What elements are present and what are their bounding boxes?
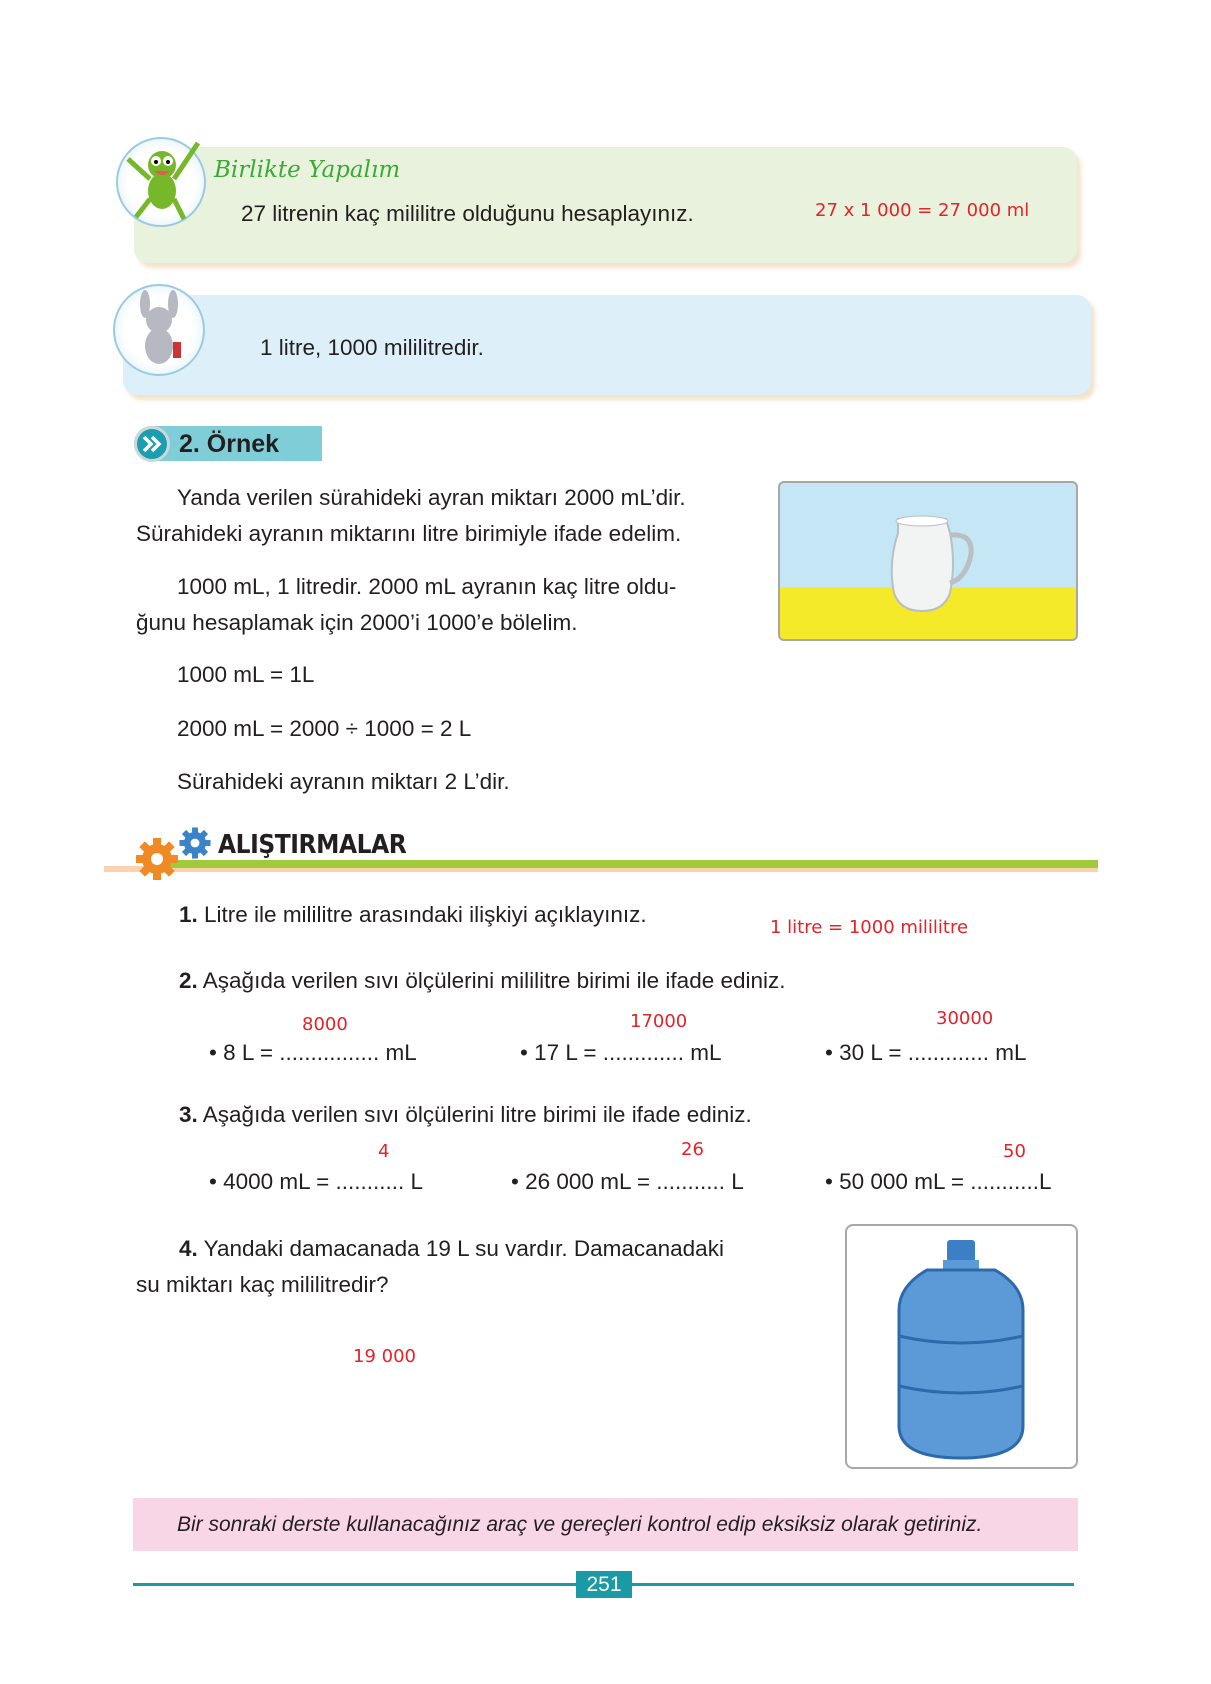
question-4-line2: su miktarı kaç mililitredir? (136, 1272, 389, 1297)
exercises-title: ALIŞTIRMALAR (218, 830, 407, 860)
gear-blue-icon (178, 826, 212, 860)
fill-answer: 17000 (630, 1011, 688, 1032)
question-text: Litre ile mililitre arasındaki ilişkiyi açıklayınız. (204, 902, 647, 927)
fill-answer: 30000 (936, 1008, 994, 1029)
together-question: 27 litrenin kaç mililitre olduğunu hesaplayınız. (241, 201, 694, 226)
example-line: 2000 mL = 2000 ÷ 1000 = 2 L (177, 716, 472, 741)
question-4 (179, 1236, 724, 1262)
question-2 (179, 968, 786, 994)
gear-orange-icon (134, 836, 180, 882)
answer-1: 1 litre = 1000 mililitre (770, 917, 969, 938)
fill-item: • 4000 mL = ........... L (209, 1169, 424, 1194)
fill-answer: 50 (1003, 1141, 1026, 1162)
together-answer: 27 x 1 000 = 27 000 ml (815, 200, 1030, 221)
frog-mascot-icon (116, 137, 206, 227)
fill-answer: 4 (378, 1141, 390, 1162)
question-number: 4. (179, 1236, 198, 1261)
question-number: 3. (179, 1102, 198, 1127)
fill-item: • 17 L = ............. mL (520, 1040, 722, 1065)
question-text: Yandaki damacanada 19 L su vardır. Damacanadaki (203, 1236, 724, 1261)
example-label: 2. Örnek (179, 430, 280, 458)
page-number: 251 (576, 1571, 632, 1598)
question-text: Aşağıda verilen sıvı ölçülerini litre birimi ile ifade ediniz. (202, 1102, 752, 1127)
fill-item: • 50 000 mL = ...........L (825, 1169, 1052, 1194)
note-text: Bir sonraki derste kullanacağınız araç ve gereçleri kontrol edip eksiksiz olarak getiriniz. (177, 1513, 983, 1536)
example-line: Yanda verilen sürahideki ayran miktarı 2000 mL’dir. (177, 485, 686, 510)
pitcher-image (778, 481, 1078, 641)
question-text: Aşağıda verilen sıvı ölçülerini mililitre birimi ile ifade ediniz. (202, 968, 786, 993)
example-line: 1000 mL = 1L (177, 662, 315, 687)
example-line: Sürahideki ayranın miktarı 2 L’dir. (177, 769, 510, 794)
question-1 (179, 902, 647, 928)
together-title: Birlikte Yapalım (214, 157, 401, 183)
fill-answer: 26 (681, 1139, 704, 1160)
fill-item: • 30 L = ............. mL (825, 1040, 1027, 1065)
question-number: 2. (179, 968, 198, 993)
rabbit-mascot-icon (113, 284, 205, 376)
exercises-line-green (160, 860, 1098, 868)
question-3 (179, 1102, 752, 1128)
fill-item: • 26 000 mL = ........... L (511, 1169, 744, 1194)
answer-4: 19 000 (353, 1346, 416, 1367)
water-bottle-image (845, 1224, 1078, 1469)
example-line: 1000 mL, 1 litredir. 2000 mL ayranın kaç litre oldu- (177, 574, 677, 599)
example-line: Sürahideki ayranın miktarını litre birimiyle ifade edelim. (136, 521, 682, 546)
info-text: 1 litre, 1000 mililitredir. (260, 335, 484, 360)
fill-answer: 8000 (302, 1014, 348, 1035)
example-line: ğunu hesaplamak için 2000’i 1000’e bölelim. (136, 610, 578, 635)
fill-item: • 8 L = ................ mL (209, 1040, 417, 1065)
question-number: 1. (179, 902, 198, 927)
double-chevron-icon (134, 426, 170, 462)
